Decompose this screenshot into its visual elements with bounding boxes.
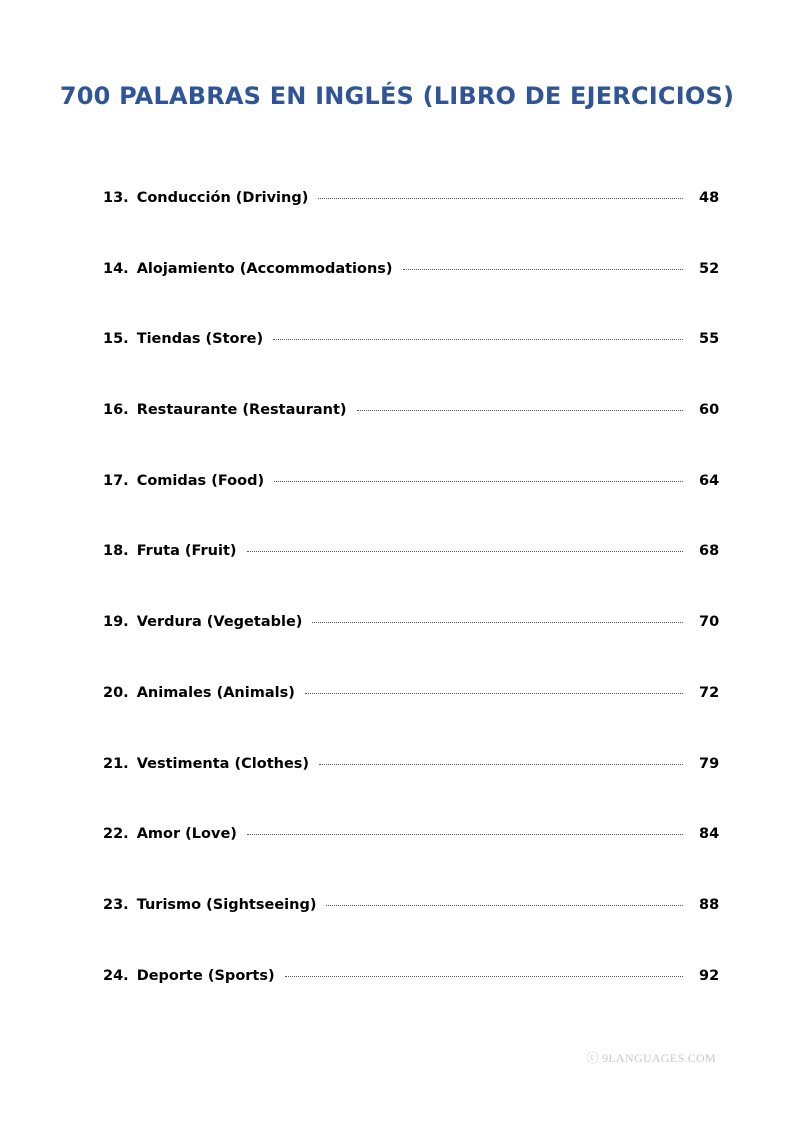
toc-entry-number: 16. bbox=[103, 402, 129, 419]
dot-leader bbox=[319, 764, 683, 765]
toc-entry-number: 22. bbox=[103, 826, 129, 843]
toc-entry[interactable] bbox=[103, 473, 719, 544]
toc-entry[interactable] bbox=[103, 614, 719, 685]
dot-leader bbox=[305, 693, 683, 694]
toc-entry-label: Conducción (Driving) bbox=[136, 190, 309, 206]
toc-entry[interactable] bbox=[103, 261, 719, 332]
toc-entry[interactable] bbox=[103, 190, 719, 261]
dot-leader bbox=[274, 481, 683, 482]
toc-entry-page: 70 bbox=[699, 614, 720, 631]
toc-entry-page: 68 bbox=[699, 543, 720, 560]
toc-entry-page: 55 bbox=[699, 331, 720, 348]
toc-entry-label: Alojamiento (Accommodations) bbox=[136, 260, 393, 277]
toc-entry-number: 24. bbox=[103, 967, 129, 984]
toc-entry-label: Comidas (Food) bbox=[136, 472, 265, 489]
toc-entry-page: 88 bbox=[699, 896, 720, 913]
toc-entry-page: 48 bbox=[699, 190, 720, 206]
page-title: 700 PALABRAS EN INGLÉS (LIBRO DE EJERCICIOS) bbox=[59, 82, 735, 110]
dot-leader bbox=[312, 622, 683, 623]
dot-leader bbox=[318, 198, 683, 199]
dot-leader bbox=[285, 976, 683, 977]
toc-entry[interactable] bbox=[103, 968, 719, 1039]
dot-leader bbox=[403, 269, 683, 270]
table-of-contents bbox=[103, 190, 719, 1038]
toc-entry-number: 18. bbox=[103, 543, 129, 560]
toc-entry-label: Deporte (Sports) bbox=[136, 967, 275, 984]
toc-entry-number: 13. bbox=[103, 190, 129, 206]
toc-entry-number: 21. bbox=[103, 755, 129, 772]
copyright-footer: ⓒ 9LANGUAGES.COM bbox=[586, 1051, 716, 1065]
toc-entry-page: 52 bbox=[699, 260, 720, 277]
toc-entry-page: 64 bbox=[699, 472, 720, 489]
toc-entry-page: 79 bbox=[699, 755, 720, 772]
dot-leader bbox=[247, 551, 683, 552]
toc-entry-label: Amor (Love) bbox=[136, 826, 237, 843]
toc-entry-number: 14. bbox=[103, 260, 129, 277]
toc-entry-label: Tiendas (Store) bbox=[136, 331, 264, 348]
toc-entry-page: 84 bbox=[699, 826, 720, 843]
toc-entry[interactable] bbox=[103, 826, 719, 897]
dot-leader bbox=[326, 905, 683, 906]
toc-entry-label: Animales (Animals) bbox=[136, 684, 295, 701]
toc-entry-page: 72 bbox=[699, 684, 720, 701]
toc-entry-number: 19. bbox=[103, 614, 129, 631]
toc-entry-number: 15. bbox=[103, 331, 129, 348]
toc-entry[interactable] bbox=[103, 543, 719, 614]
toc-entry-number: 23. bbox=[103, 896, 129, 913]
toc-entry-page: 92 bbox=[699, 967, 720, 984]
dot-leader bbox=[247, 834, 683, 835]
toc-entry[interactable] bbox=[103, 756, 719, 827]
toc-entry-label: Restaurante (Restaurant) bbox=[136, 402, 347, 419]
toc-entry[interactable] bbox=[103, 331, 719, 402]
toc-entry-number: 17. bbox=[103, 472, 129, 489]
toc-entry-number: 20. bbox=[103, 684, 129, 701]
toc-entry[interactable] bbox=[103, 897, 719, 968]
toc-entry-label: Verdura (Vegetable) bbox=[136, 614, 303, 631]
toc-entry[interactable] bbox=[103, 685, 719, 756]
dot-leader bbox=[357, 410, 683, 411]
toc-entry[interactable] bbox=[103, 402, 719, 473]
dot-leader bbox=[273, 339, 683, 340]
toc-entry-label: Turismo (Sightseeing) bbox=[136, 896, 317, 913]
toc-entry-label: Vestimenta (Clothes) bbox=[136, 755, 310, 772]
toc-entry-page: 60 bbox=[699, 402, 720, 419]
toc-entry-label: Fruta (Fruit) bbox=[136, 543, 237, 560]
